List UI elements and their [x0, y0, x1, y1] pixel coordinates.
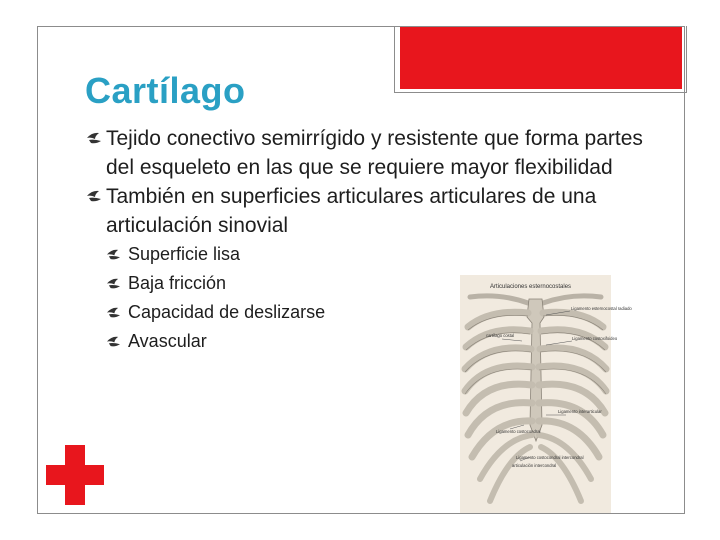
- sub-bullet-text: Baja fricción: [128, 273, 227, 293]
- ribcage-illustration: [460, 275, 632, 513]
- figure-label: articulación intercondral: [512, 463, 557, 468]
- ornamental-bullet-icon: [86, 189, 102, 203]
- sub-bullet-item: [106, 240, 646, 269]
- figure-label: Ligamento esternocostal radiado: [571, 306, 632, 311]
- bullet-item: [86, 124, 646, 182]
- bullet-text: También en superficies articulares articulares de una articulación sinovial: [106, 185, 597, 237]
- bullet-item: [86, 182, 646, 240]
- figure-label: cartílago costal: [486, 333, 515, 338]
- sub-bullet-text: Superficie lisa: [128, 244, 241, 264]
- figure-title: Articulaciones esternocostales: [490, 284, 572, 290]
- figure-label: Ligamento costocondral intercondral: [516, 455, 584, 460]
- sub-bullet-text: Capacidad de deslizarse: [128, 302, 326, 322]
- figure-label: Ligamento interarticular: [558, 409, 602, 414]
- sub-bullet-text: Avascular: [128, 331, 207, 351]
- accent-frame-line: [394, 26, 687, 93]
- ribcage-drawing: [460, 275, 632, 513]
- ornamental-bullet-icon: [106, 306, 121, 319]
- red-cross-icon: [46, 445, 104, 505]
- figure-label: Ligamento costoxifoideo: [572, 336, 618, 341]
- ornamental-bullet-icon: [86, 131, 102, 145]
- ornamental-bullet-icon: [106, 335, 121, 348]
- ornamental-bullet-icon: [106, 277, 121, 290]
- ornamental-bullet-icon: [106, 248, 121, 261]
- bullet-text: Tejido conectivo semirrígido y resistente que forma partes del esqueleto en las que se requiere mayor flexibilidad: [106, 127, 643, 179]
- figure-label: Ligamento costocondral: [496, 429, 541, 434]
- slide-title: Cartílago: [85, 70, 246, 111]
